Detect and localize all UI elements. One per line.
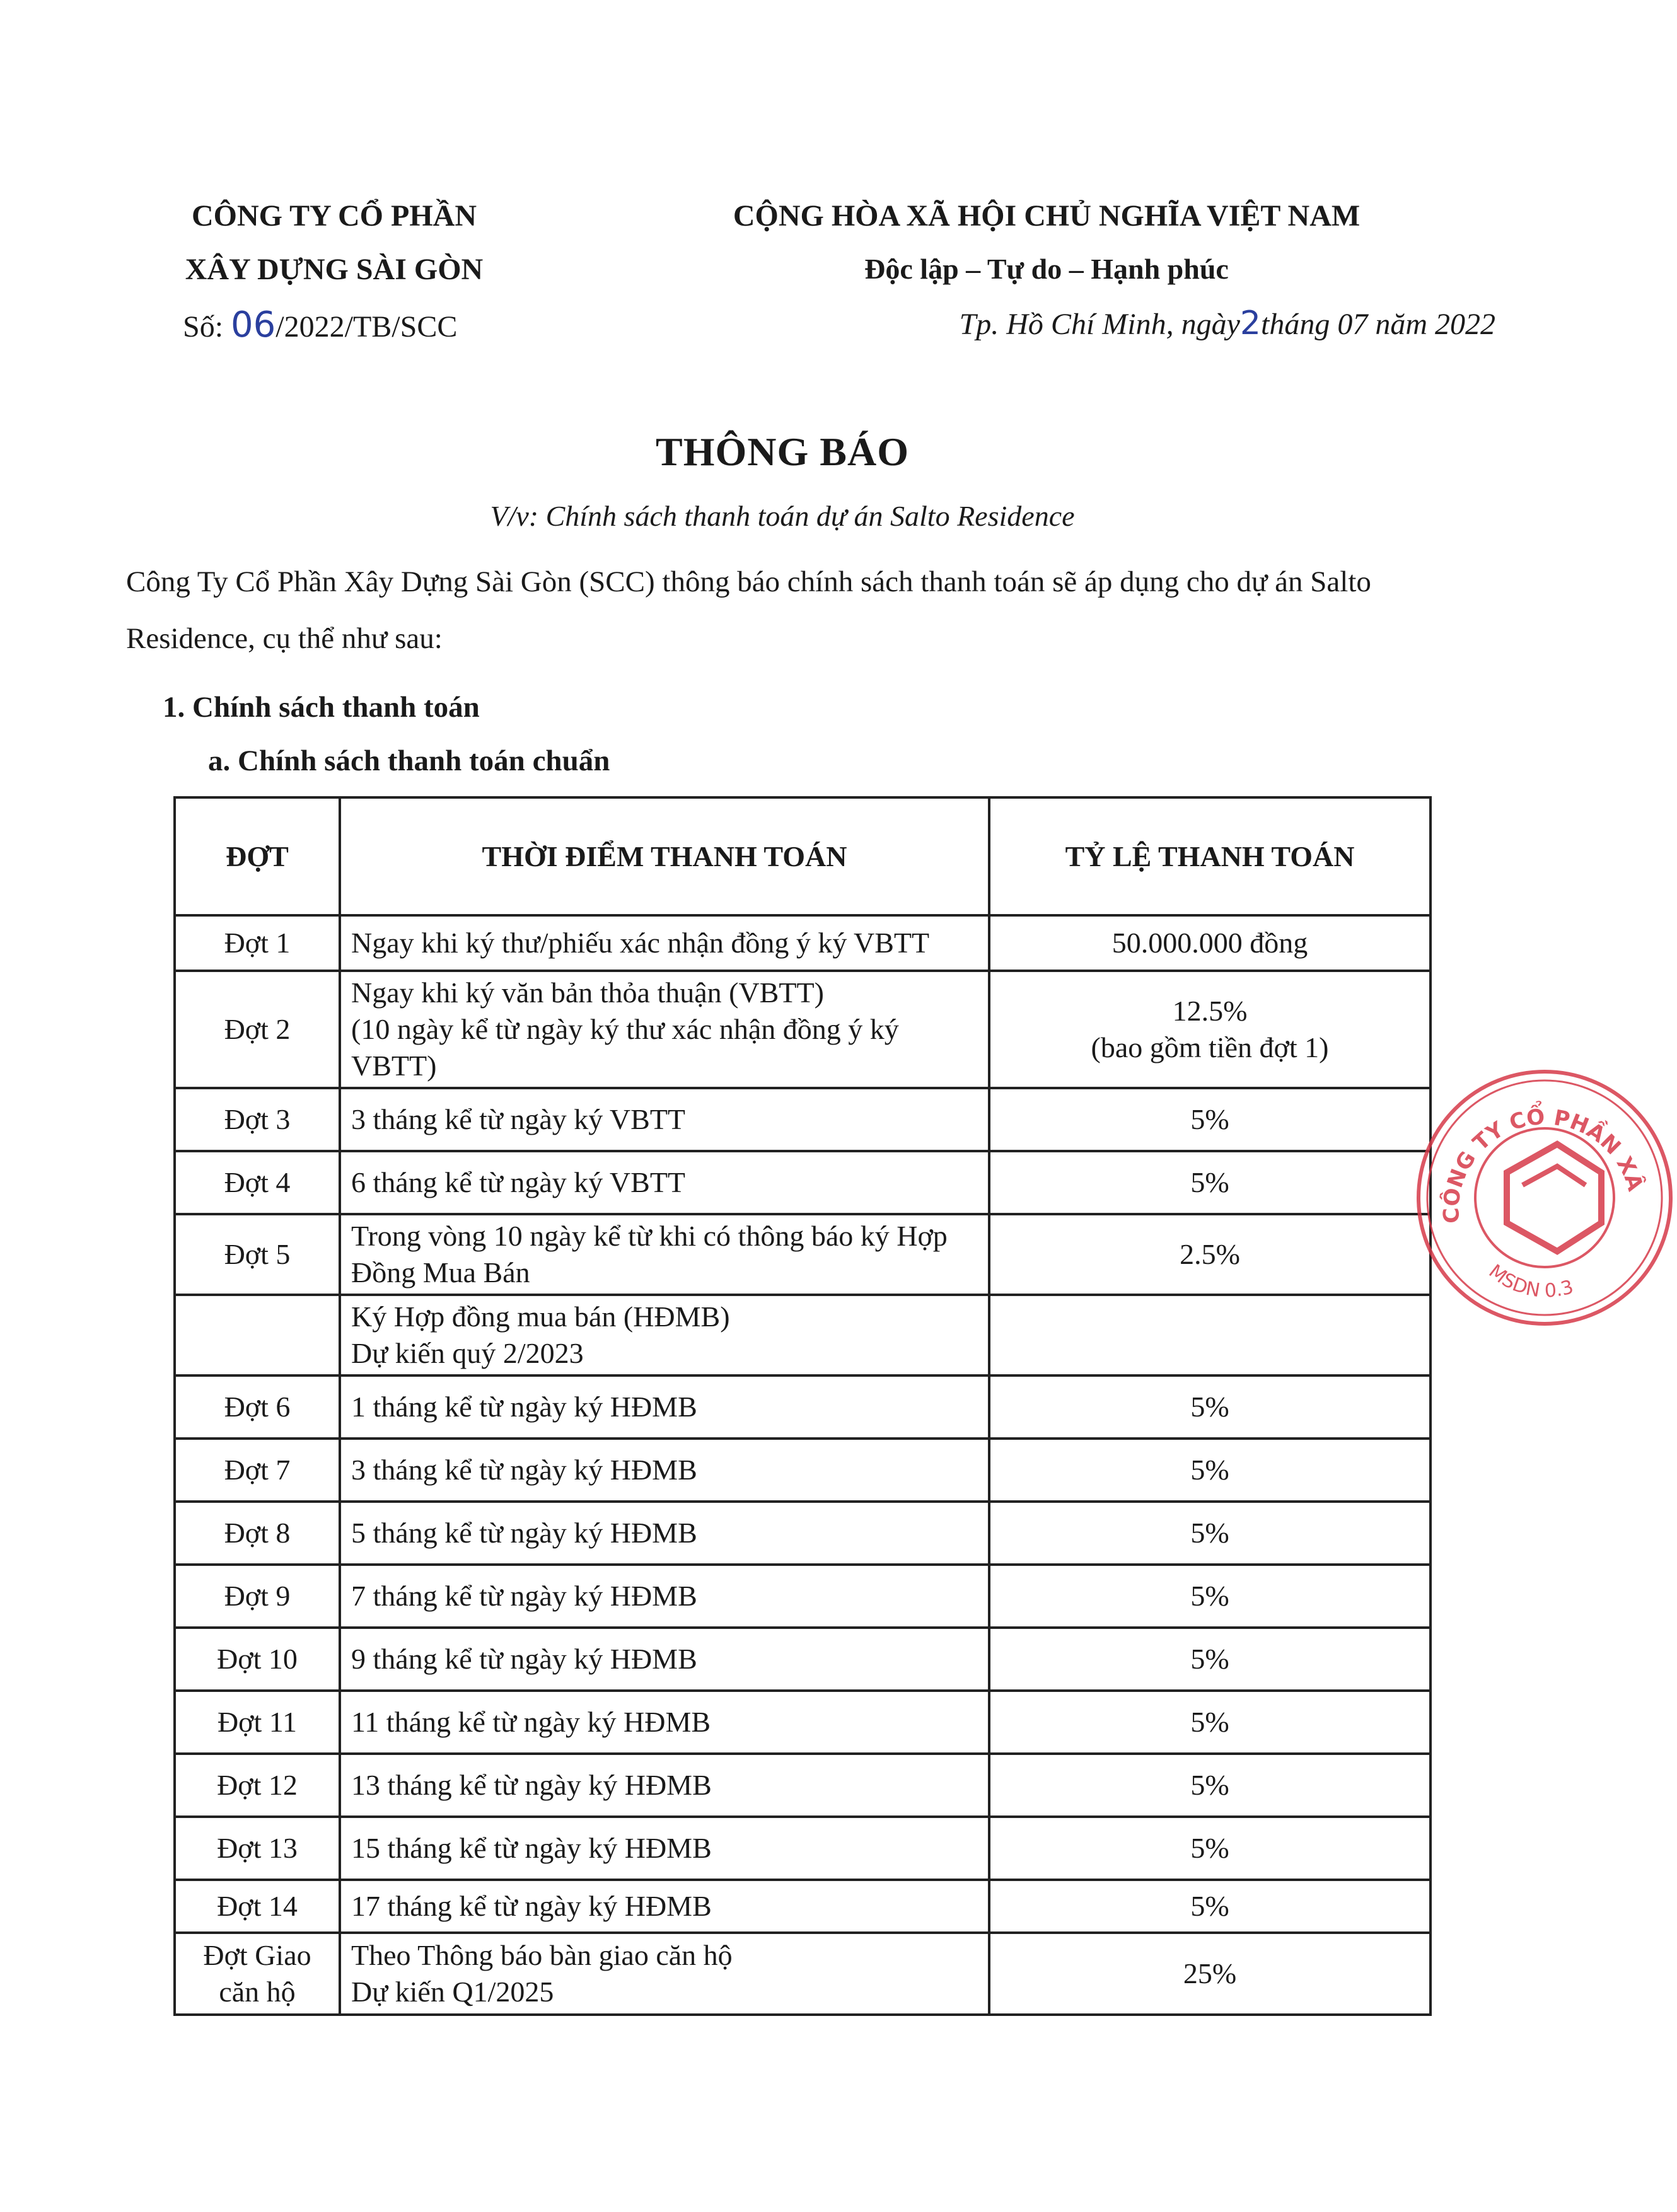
document-subtitle: V/v: Chính sách thanh toán dự án Salto Residence xyxy=(490,500,1075,532)
cell-round: Đợt 5 xyxy=(175,1214,340,1295)
nation-title: CỘNG HÒA XÃ HỘI CHỦ NGHĨA VIỆT NAM xyxy=(733,199,1361,233)
cell-payment-time: 3 tháng kể từ ngày ký VBTT xyxy=(340,1088,989,1151)
cell-payment-rate xyxy=(989,1295,1430,1375)
payment-schedule-table xyxy=(173,796,1432,2016)
cell-payment-time: Ngay khi ký thư/phiếu xác nhận đồng ý ký VBTT xyxy=(340,915,989,971)
table-row xyxy=(175,1214,1430,1295)
cell-payment-time: Trong vòng 10 ngày kể từ khi có thông báo ký Hợp Đồng Mua Bán xyxy=(340,1214,989,1295)
cell-round: Đợt 13 xyxy=(175,1817,340,1880)
cell-payment-rate: 5% xyxy=(989,1375,1430,1439)
cell-payment-time: 3 tháng kể từ ngày ký HĐMB xyxy=(340,1439,989,1502)
table-row xyxy=(175,1088,1430,1151)
cell-round: Đợt Giao căn hộ xyxy=(175,1933,340,2015)
document-number xyxy=(183,304,457,345)
cell-payment-rate: 5% xyxy=(989,1754,1430,1817)
cell-payment-rate: 12.5% (bao gồm tiền đợt 1) xyxy=(989,971,1430,1088)
table-row xyxy=(175,1439,1430,1502)
date-prefix: Tp. Hồ Chí Minh, ngày xyxy=(959,308,1240,341)
cell-payment-rate: 5% xyxy=(989,1880,1430,1933)
cell-round: Đợt 12 xyxy=(175,1754,340,1817)
cell-round: Đợt 4 xyxy=(175,1151,340,1214)
document-number-suffix: /2022/TB/SCC xyxy=(276,310,458,344)
cell-payment-time: 11 tháng kể từ ngày ký HĐMB xyxy=(340,1691,989,1754)
company-name-line1: CÔNG TY CỔ PHẦN xyxy=(191,199,477,233)
intro-paragraph: Công Ty Cổ Phần Xây Dựng Sài Gòn (SCC) thông báo chính sách thanh toán sẽ áp dụng cho dự án Salto Residence, cụ thể như sau: xyxy=(126,565,1371,655)
cell-payment-time: Theo Thông báo bàn giao căn hộ Dự kiến Q1/2025 xyxy=(340,1933,989,2015)
cell-round xyxy=(175,1295,340,1375)
table-row xyxy=(175,1880,1430,1933)
date-day-handwritten: 2 xyxy=(1239,304,1261,342)
cell-round: Đợt 3 xyxy=(175,1088,340,1151)
nation-motto: Độc lập – Tự do – Hạnh phúc xyxy=(864,253,1229,285)
date-line xyxy=(960,304,1495,342)
cell-payment-rate: 2.5% xyxy=(989,1214,1430,1295)
cell-payment-rate: 5% xyxy=(989,1691,1430,1754)
table-row xyxy=(175,1628,1430,1691)
cell-payment-time: 1 tháng kể từ ngày ký HĐMB xyxy=(340,1375,989,1439)
cell-payment-rate: 5% xyxy=(989,1565,1430,1628)
cell-round: Đợt 2 xyxy=(175,971,340,1088)
cell-payment-rate: 5% xyxy=(989,1628,1430,1691)
table-row xyxy=(175,971,1430,1088)
table-row xyxy=(175,1502,1430,1565)
document-title: THÔNG BÁO xyxy=(656,429,909,474)
section-heading-1: 1. Chính sách thanh toán xyxy=(163,691,480,724)
cell-round: Đợt 6 xyxy=(175,1375,340,1439)
cell-payment-time: 7 tháng kể từ ngày ký HĐMB xyxy=(340,1565,989,1628)
table-row xyxy=(175,1375,1430,1439)
cell-payment-rate: 50.000.000 đồng xyxy=(989,915,1430,971)
cell-round: Đợt 9 xyxy=(175,1565,340,1628)
cell-payment-time: 9 tháng kể từ ngày ký HĐMB xyxy=(340,1628,989,1691)
date-suffix: tháng 07 năm 2022 xyxy=(1261,308,1495,341)
cell-payment-time: 6 tháng kể từ ngày ký VBTT xyxy=(340,1151,989,1214)
document-number-label: Số: xyxy=(183,310,224,344)
company-seal xyxy=(1412,1065,1677,1330)
table-row xyxy=(175,1151,1430,1214)
cell-payment-time: Ký Hợp đồng mua bán (HĐMB) Dự kiến quý 2/2023 xyxy=(340,1295,989,1375)
header-payment-rate: TỶ LỆ THANH TOÁN xyxy=(989,797,1430,915)
cell-payment-rate: 5% xyxy=(989,1502,1430,1565)
cell-round: Đợt 10 xyxy=(175,1628,340,1691)
cell-payment-time: 13 tháng kể từ ngày ký HĐMB xyxy=(340,1754,989,1817)
table-row xyxy=(175,915,1430,971)
cell-payment-rate: 25% xyxy=(989,1933,1430,2015)
cell-round: Đợt 11 xyxy=(175,1691,340,1754)
table-row xyxy=(175,1565,1430,1628)
table-row xyxy=(175,1295,1430,1375)
table-header-row xyxy=(175,797,1430,915)
cell-round: Đợt 14 xyxy=(175,1880,340,1933)
cell-round: Đợt 7 xyxy=(175,1439,340,1502)
document-number-handwritten: 06 xyxy=(231,304,276,345)
cell-round: Đợt 1 xyxy=(175,915,340,971)
cell-payment-time: 17 tháng kể từ ngày ký HĐMB xyxy=(340,1880,989,1933)
table-row xyxy=(175,1691,1430,1754)
table-row xyxy=(175,1754,1430,1817)
header-payment-time: THỜI ĐIỂM THANH TOÁN xyxy=(340,797,989,915)
cell-round: Đợt 8 xyxy=(175,1502,340,1565)
cell-payment-rate: 5% xyxy=(989,1151,1430,1214)
section-heading-1a: a. Chính sách thanh toán chuẩn xyxy=(208,744,610,777)
cell-payment-rate: 5% xyxy=(989,1088,1430,1151)
table-row xyxy=(175,1817,1430,1880)
table-row xyxy=(175,1933,1430,2015)
cell-payment-time: 5 tháng kể từ ngày ký HĐMB xyxy=(340,1502,989,1565)
seal-text-top: CÔNG TY CỔ PHẦN XÂ xyxy=(1439,1104,1648,1224)
seal-text-bottom: MSDN 0.3 xyxy=(1484,1260,1576,1302)
cell-payment-time: 15 tháng kể từ ngày ký HĐMB xyxy=(340,1817,989,1880)
payment-schedule-body xyxy=(175,915,1430,2015)
header-round: ĐỢT xyxy=(175,797,340,915)
cell-payment-rate: 5% xyxy=(989,1439,1430,1502)
cell-payment-time: Ngay khi ký văn bản thỏa thuận (VBTT) (10 ngày kể từ ngày ký thư xác nhận đồng ý ký VBTT) xyxy=(340,971,989,1088)
cell-payment-rate: 5% xyxy=(989,1817,1430,1880)
company-name-line2: XÂY DỰNG SÀI GÒN xyxy=(185,253,484,286)
